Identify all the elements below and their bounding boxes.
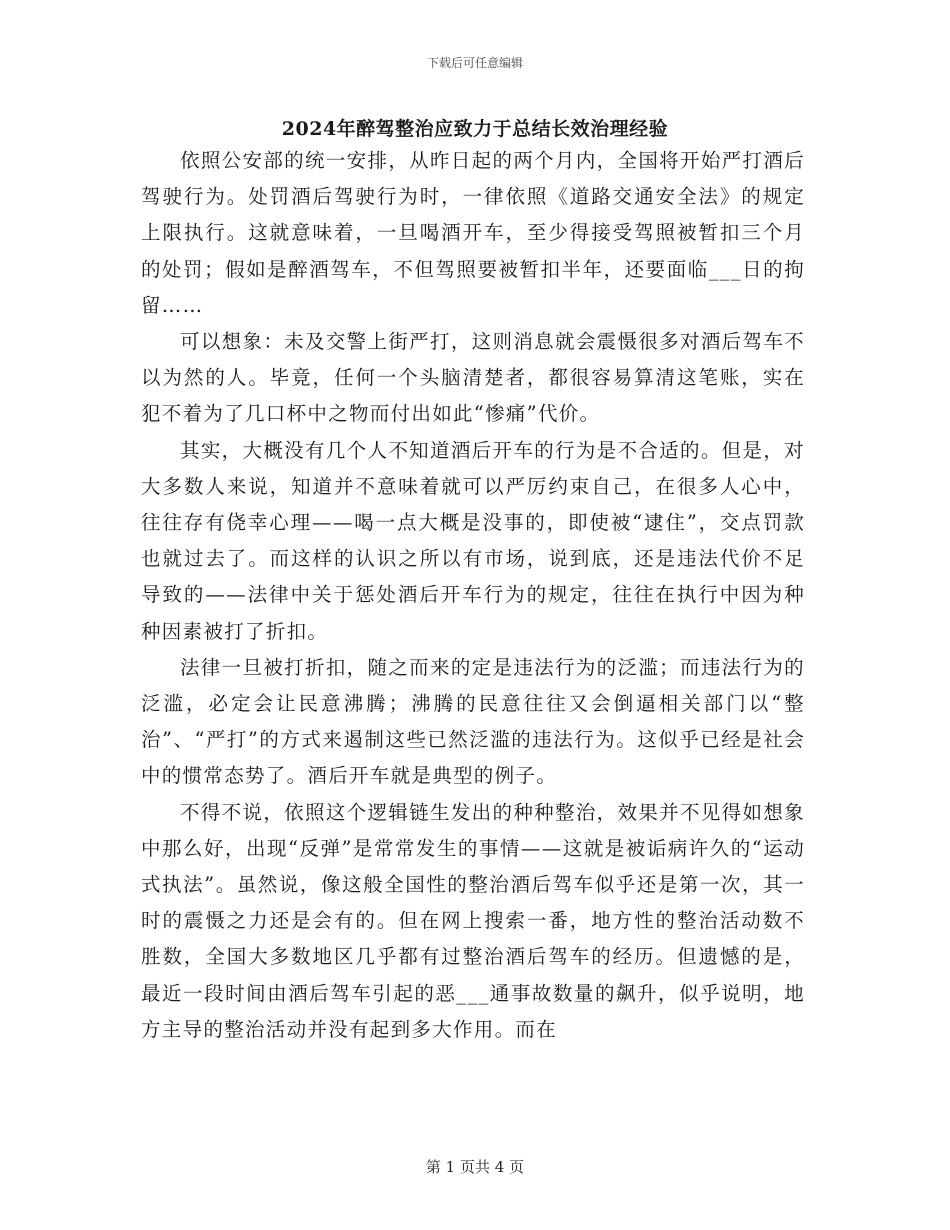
paragraph-5: 不得不说，依照这个逻辑链生发出的种种整治，效果并不见得如想象中那么好，出现“反弹”是常常发生的事情——这就是被诟病许久的“运动式执法”。虽然说，像这般全国性的整治酒后驾车似乎还是第一次，其一时的震慑之力还是会有的。但在网上搜索一番，地方性的整治活动数不胜数，全国大多数地区几乎都有过整治酒后驾车的经历。但遗憾的是，最近一段时间由酒后驾车引起的恶___通事故数量的飙升，似乎说明，地方主导的整治活动并没有起到多大作用。而在 xyxy=(141,800,805,1041)
paragraph-1: 依照公安部的统一安排，从昨日起的两个月内，全国将开始严打酒后驾驶行为。处罚酒后驾驶行为时，一律依照《道路交通安全法》的规定上限执行。这就意味着，一旦喝酒开车，至少得接受驾照被暂扣三个月的处罚；假如是醉酒驾车，不但驾照要被暂扣半年，还要面临___日的拘留…… xyxy=(141,149,805,317)
document-title: 2024年醉驾整治应致力于总结长效治理经验 xyxy=(281,118,669,140)
header-note: 下载后可任意编辑 xyxy=(426,56,523,70)
page-number: 第 1 页共 4 页 xyxy=(425,1158,525,1176)
paragraph-2: 可以想象：未及交警上街严打，这则消息就会震慑很多对酒后驾车不以为然的人。毕竟，任何一个头脑清楚者，都很容易算清这笔账，实在犯不着为了几口杯中之物而付出如此“惨痛”代价。 xyxy=(141,330,805,426)
paragraph-3: 其实，大概没有几个人不知道酒后开车的行为是不合适的。但是，对大多数人来说，知道并不意味着就可以严厉约束自己，在很多人心中，往往存有侥幸心理——喝一点大概是没事的，即使被“逮住”，交点罚款也就过去了。而这样的认识之所以有市场，说到底，还是违法代价不足导致的——法律中关于惩处酒后开车行为的规定，往往在执行中因为种种因素被打了折扣。 xyxy=(141,438,805,643)
paragraph-4: 法律一旦被打折扣，随之而来的定是违法行为的泛滥；而违法行为的泛滥，必定会让民意沸腾；沸腾的民意往往又会倒逼相关部门以“整治”、“严打”的方式来遏制这些已然泛滥的违法行为。这似乎已经是社会中的惯常态势了。酒后开车就是典型的例子。 xyxy=(141,655,805,788)
document-body xyxy=(141,143,805,1048)
